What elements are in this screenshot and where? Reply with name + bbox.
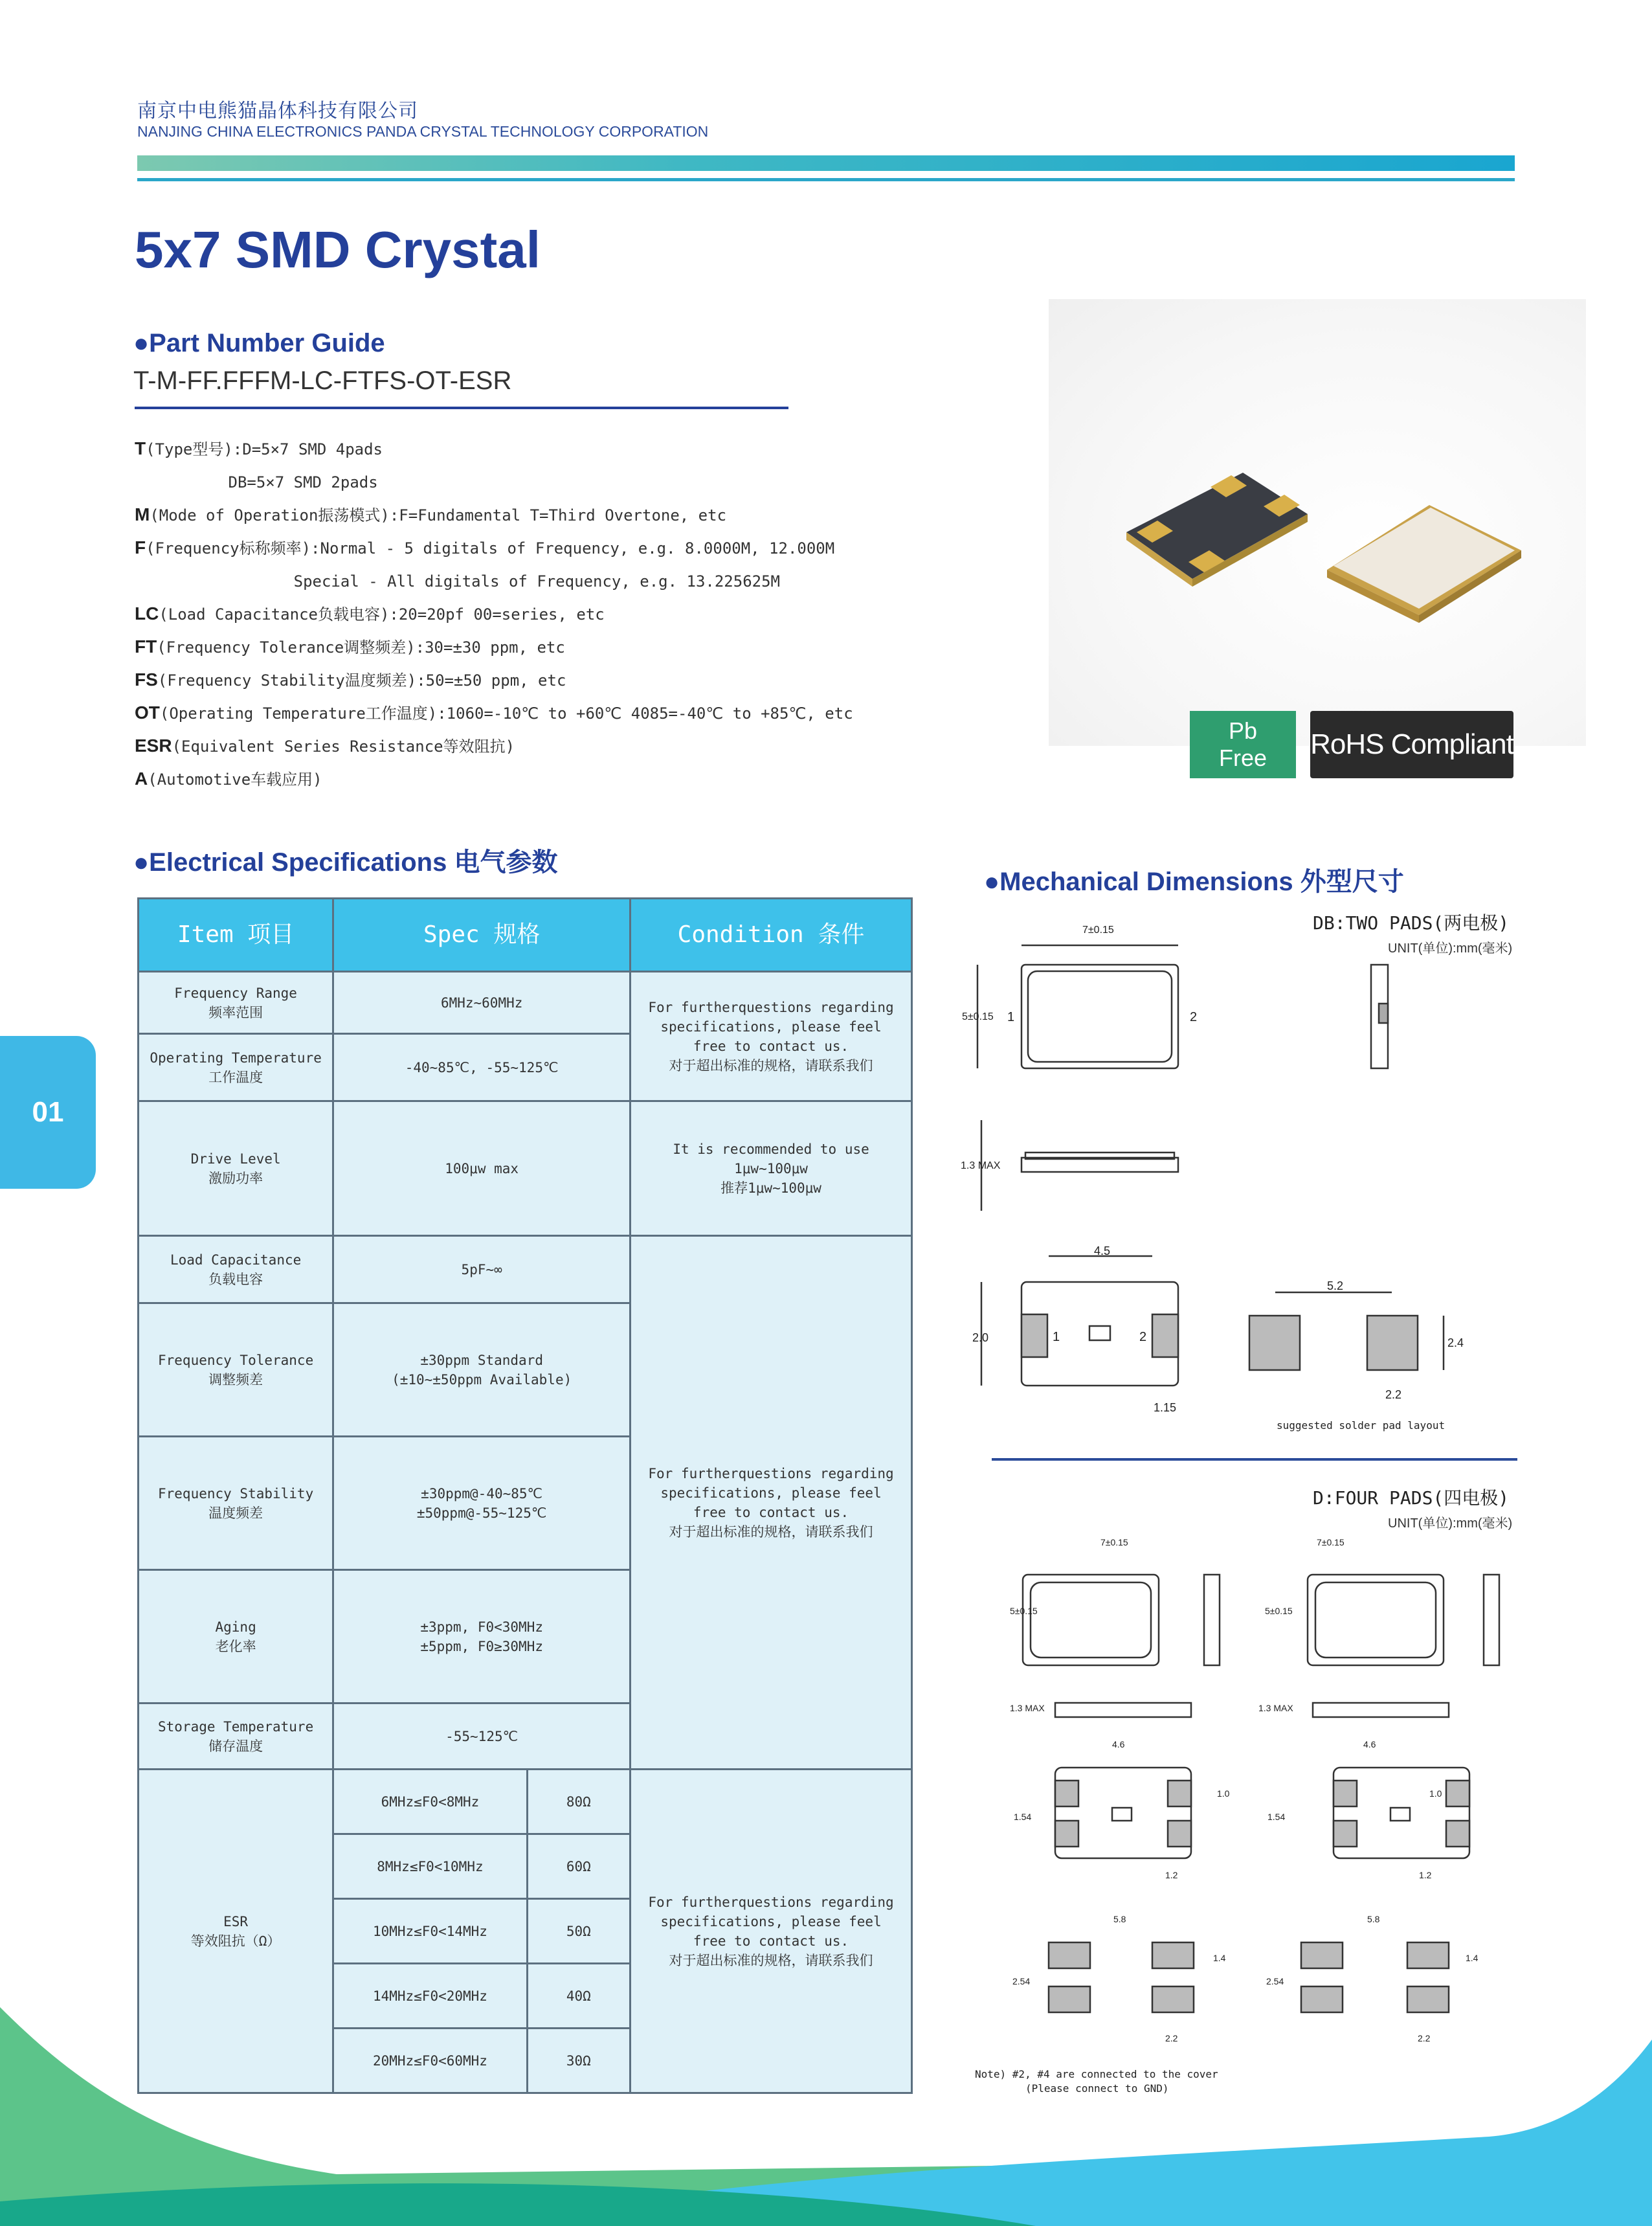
db-width-label: 5±0.15 bbox=[962, 1011, 994, 1022]
item-cell bbox=[139, 1303, 333, 1437]
spec-cell: -40~85℃, -55~125℃ bbox=[333, 1034, 631, 1101]
item-cn: 负载电容 bbox=[208, 1271, 263, 1287]
d-layout-pitch-2: 5.8 bbox=[1367, 1914, 1380, 1924]
item-cn: 工作温度 bbox=[208, 1069, 263, 1085]
db-title: DB:TWO PADS(两电极) bbox=[1313, 912, 1510, 934]
esr-value: 80Ω bbox=[527, 1770, 630, 1834]
esr-range: 10MHz≤F0<14MHz bbox=[333, 1899, 527, 1964]
mechanical-heading: ●Mechanical Dimensions 外型尺寸 bbox=[984, 868, 1404, 896]
d-pitch-label-2: 4.6 bbox=[1363, 1739, 1376, 1749]
guide-key: A bbox=[135, 769, 148, 789]
condition-line: specifications, please feel bbox=[660, 1018, 882, 1035]
guide-line bbox=[135, 697, 853, 730]
item-cell bbox=[139, 1437, 333, 1570]
db-pin1: 1 bbox=[1007, 1010, 1015, 1024]
guide-text: (Frequency Tolerance调整频差):30=±30 ppm, etc bbox=[157, 638, 565, 657]
condition-line: 对于超出标准的规格，请联系我们 bbox=[669, 1952, 873, 1968]
spec-line: ±30ppm@-40~85℃ bbox=[421, 1485, 543, 1501]
db-length-label: 7±0.15 bbox=[1082, 925, 1114, 936]
esr-value: 60Ω bbox=[527, 1834, 630, 1899]
spec-line: ±30ppm Standard bbox=[420, 1352, 543, 1368]
guide-key: FT bbox=[135, 636, 157, 657]
d-layout-h: 1.4 bbox=[1213, 1953, 1226, 1963]
guide-key: F bbox=[135, 537, 146, 557]
condition-line: specifications, please feel bbox=[660, 1913, 882, 1929]
db-pad-pin1: 1 bbox=[1053, 1330, 1060, 1344]
d-layout-w: 2.2 bbox=[1165, 2033, 1178, 2043]
header-spec: Spec 规格 bbox=[333, 899, 631, 972]
part-guide-heading: ●Part Number Guide bbox=[133, 329, 385, 357]
spec-cell bbox=[333, 1570, 631, 1703]
guide-text: (Mode of Operation振荡模式):F=Fundamental T=Third Overtone, etc bbox=[150, 506, 727, 524]
item-en: Aging bbox=[215, 1619, 256, 1635]
condition-line: For furtherquestions regarding bbox=[648, 999, 894, 1015]
d-height-label: 1.3 MAX bbox=[1010, 1703, 1045, 1713]
db-pin2: 2 bbox=[1190, 1010, 1198, 1024]
mechanical-divider bbox=[992, 1458, 1517, 1461]
item-en: Frequency Tolerance bbox=[158, 1352, 314, 1368]
spec-cell: -55~125℃ bbox=[333, 1703, 631, 1770]
d-padh-label-2: 1.0 bbox=[1429, 1788, 1442, 1799]
condition-line: For furtherquestions regarding bbox=[648, 1465, 894, 1481]
d-width-label: 5±0.15 bbox=[1010, 1606, 1038, 1616]
esr-value: 40Ω bbox=[527, 1964, 630, 2029]
esr-value: 30Ω bbox=[527, 2029, 630, 2093]
db-height-label: 1.3 MAX bbox=[961, 1160, 1001, 1171]
guide-text: (Load Capacitance负载电容):20=20pf 00=series, etc bbox=[159, 605, 605, 624]
table-row bbox=[139, 1236, 912, 1303]
guide-line bbox=[135, 565, 853, 598]
guide-text: (Automotive车载应用) bbox=[148, 770, 322, 789]
d-layout-h-2: 1.4 bbox=[1466, 1953, 1479, 1963]
pb-free-line1: Pb bbox=[1228, 717, 1258, 744]
guide-text: (Frequency Stability温度频差):50=±50 ppm, etc bbox=[157, 671, 566, 690]
db-padw-label: 1.15 bbox=[1154, 1401, 1177, 1414]
layout-pitch-label: 5.2 bbox=[1327, 1279, 1344, 1292]
d-layout-pitch: 5.8 bbox=[1113, 1914, 1126, 1924]
header-bar bbox=[137, 155, 1515, 171]
guide-key: M bbox=[135, 504, 150, 524]
company-name-cn: 南京中电熊猫晶体科技有限公司 bbox=[137, 100, 418, 122]
layout-h-label: 2.4 bbox=[1447, 1336, 1464, 1349]
d-padw-label-2: 1.2 bbox=[1419, 1870, 1432, 1880]
item-cn: 调整频差 bbox=[208, 1371, 263, 1388]
d-layout-gap-2: 2.54 bbox=[1266, 1976, 1284, 1986]
condition-line: 推荐1μw~100μw bbox=[720, 1180, 821, 1196]
item-cn: 温度频差 bbox=[208, 1505, 263, 1521]
spec-cell bbox=[333, 1437, 631, 1570]
d-length-label: 7±0.15 bbox=[1100, 1537, 1128, 1547]
item-cn: 老化率 bbox=[215, 1638, 256, 1654]
d-padw-label: 1.2 bbox=[1165, 1870, 1178, 1880]
item-cell bbox=[139, 1034, 333, 1101]
item-en: Operating Temperature bbox=[150, 1050, 322, 1066]
page-number-tab: 01 bbox=[0, 1036, 96, 1189]
guide-line bbox=[135, 499, 853, 532]
rohs-badge: RoHS Compliant bbox=[1310, 711, 1513, 778]
d-gap-label-2: 1.54 bbox=[1267, 1812, 1286, 1822]
spec-line: (±10~±50ppm Available) bbox=[392, 1371, 572, 1388]
db-pad-pin2: 2 bbox=[1139, 1330, 1147, 1344]
spec-cell: 100μw max bbox=[333, 1101, 631, 1236]
spec-line: ±3ppm, F0<30MHz bbox=[420, 1619, 543, 1635]
item-cn: 激励功率 bbox=[208, 1170, 263, 1186]
spec-cell: 6MHz~60MHz bbox=[333, 972, 631, 1034]
part-guide-list bbox=[135, 433, 853, 796]
footer-wave bbox=[0, 2007, 1652, 2226]
table-row bbox=[139, 972, 912, 1034]
d-title: D:FOUR PADS(四电极) bbox=[1313, 1487, 1510, 1509]
page-title: 5x7 SMD Crystal bbox=[135, 221, 541, 278]
condition-line: 对于超出标准的规格，请联系我们 bbox=[669, 1057, 873, 1074]
guide-line bbox=[135, 466, 853, 499]
esr-range: 8MHz≤F0<10MHz bbox=[333, 1834, 527, 1899]
guide-line bbox=[135, 631, 853, 664]
electrical-spec-table bbox=[137, 897, 913, 2094]
d-padh-label: 1.0 bbox=[1217, 1788, 1230, 1799]
pb-free-badge bbox=[1190, 711, 1296, 778]
item-en: Load Capacitance bbox=[170, 1252, 302, 1268]
header-divider bbox=[137, 178, 1515, 181]
guide-line bbox=[135, 664, 853, 697]
item-cell bbox=[139, 1236, 333, 1303]
guide-line bbox=[135, 532, 853, 565]
guide-key: LC bbox=[135, 603, 159, 624]
item-en: Drive Level bbox=[190, 1151, 281, 1167]
condition-cell bbox=[631, 972, 912, 1101]
guide-key: FS bbox=[135, 669, 158, 690]
guide-line bbox=[135, 730, 853, 763]
d-layout-w-2: 2.2 bbox=[1418, 2033, 1431, 2043]
guide-line bbox=[135, 598, 853, 631]
condition-cell bbox=[631, 1101, 912, 1236]
note-line1: Note) #2, #4 are connected to the cover bbox=[975, 2068, 1218, 2080]
item-cell bbox=[139, 1570, 333, 1703]
db-pitch-label: 4.5 bbox=[1094, 1244, 1111, 1257]
guide-text: (Operating Temperature工作温度):1060=-10℃ to +60℃ 4085=-40℃ to +85℃, etc bbox=[159, 704, 853, 723]
condition-line: 对于超出标准的规格，请联系我们 bbox=[669, 1523, 873, 1540]
guide-line bbox=[135, 763, 853, 796]
esr-range: 6MHz≤F0<8MHz bbox=[333, 1770, 527, 1834]
guide-text: (Frequency标称频率):Normal - 5 digitals of Frequency, e.g. 8.0000M, 12.000M bbox=[146, 539, 835, 557]
guide-key: ESR bbox=[135, 736, 172, 756]
d-gap-label: 1.54 bbox=[1014, 1812, 1032, 1822]
guide-text: (Type型号):D=5×7 SMD 4pads bbox=[146, 440, 383, 458]
d-unit: UNIT(单位):mm(毫米) bbox=[1388, 1516, 1513, 1531]
solder-caption: suggested solder pad layout bbox=[1277, 1419, 1446, 1432]
condition-line: free to contact us. bbox=[693, 1933, 849, 1949]
esr-row bbox=[139, 1770, 912, 1834]
d-height-label-2: 1.3 MAX bbox=[1258, 1703, 1293, 1713]
d-pitch-label: 4.6 bbox=[1112, 1739, 1125, 1749]
guide-line bbox=[135, 433, 853, 466]
electrical-heading: ●Electrical Specifications 电气参数 bbox=[133, 848, 558, 877]
esr-range: 14MHz≤F0<20MHz bbox=[333, 1964, 527, 2029]
item-cn: 频率范围 bbox=[208, 1004, 263, 1020]
item-en: Frequency Stability bbox=[158, 1485, 314, 1501]
d-length-label-2: 7±0.15 bbox=[1317, 1537, 1345, 1547]
product-photo bbox=[1049, 299, 1586, 746]
company-name-en: NANJING CHINA ELECTRONICS PANDA CRYSTAL TECHNOLOGY CORPORATION bbox=[137, 123, 709, 140]
pb-free-line2: Free bbox=[1218, 745, 1267, 771]
guide-key: T bbox=[135, 438, 146, 458]
item-cell bbox=[139, 972, 333, 1034]
item-cell bbox=[139, 1101, 333, 1236]
condition-line: specifications, please feel bbox=[660, 1485, 882, 1501]
condition-line: For furtherquestions regarding bbox=[648, 1894, 894, 1910]
table-header-row bbox=[139, 899, 912, 972]
condition-line: 1μw~100μw bbox=[734, 1160, 808, 1176]
guide-key: OT bbox=[135, 703, 160, 723]
item-cn: 储存温度 bbox=[208, 1738, 263, 1754]
d-layout-gap: 2.54 bbox=[1012, 1976, 1031, 1986]
condition-cell bbox=[631, 1236, 912, 1770]
d-width-label-2: 5±0.15 bbox=[1265, 1606, 1293, 1616]
spec-cell: 5pF~∞ bbox=[333, 1236, 631, 1303]
spec-line: ±50ppm@-55~125℃ bbox=[416, 1505, 547, 1521]
item-cn: 等效阻抗（Ω） bbox=[190, 1933, 281, 1949]
guide-text: Special - All digitals of Frequency, e.g. 13.225625M bbox=[135, 572, 780, 590]
item-en: Storage Temperature bbox=[158, 1718, 314, 1735]
part-number-pattern: T-M-FF.FFFM-LC-FTFS-OT-ESR bbox=[133, 366, 512, 395]
db-padh-label: 2.0 bbox=[972, 1331, 989, 1344]
condition-line: free to contact us. bbox=[693, 1504, 849, 1520]
item-en: ESR bbox=[223, 1913, 249, 1929]
header-condition: Condition 条件 bbox=[631, 899, 912, 972]
header-item: Item 项目 bbox=[139, 899, 333, 972]
spec-cell bbox=[333, 1303, 631, 1437]
db-unit: UNIT(单位):mm(毫米) bbox=[1388, 941, 1513, 956]
layout-w-label: 2.2 bbox=[1385, 1388, 1402, 1401]
guide-text: (Equivalent Series Resistance等效阻抗) bbox=[172, 737, 515, 756]
guide-text: DB=5×7 SMD 2pads bbox=[135, 473, 378, 491]
esr-range: 20MHz≤F0<60MHz bbox=[333, 2029, 527, 2093]
item-en: Frequency Range bbox=[174, 985, 297, 1001]
item-cell bbox=[139, 1703, 333, 1770]
note-line2: (Please connect to GND) bbox=[1025, 2082, 1169, 2095]
pattern-underline bbox=[135, 407, 788, 409]
condition-line: free to contact us. bbox=[693, 1038, 849, 1054]
table-row bbox=[139, 1101, 912, 1236]
spec-line: ±5ppm, F0≥30MHz bbox=[420, 1638, 543, 1654]
esr-value: 50Ω bbox=[527, 1899, 630, 1964]
condition-line: It is recommended to use bbox=[673, 1141, 869, 1157]
